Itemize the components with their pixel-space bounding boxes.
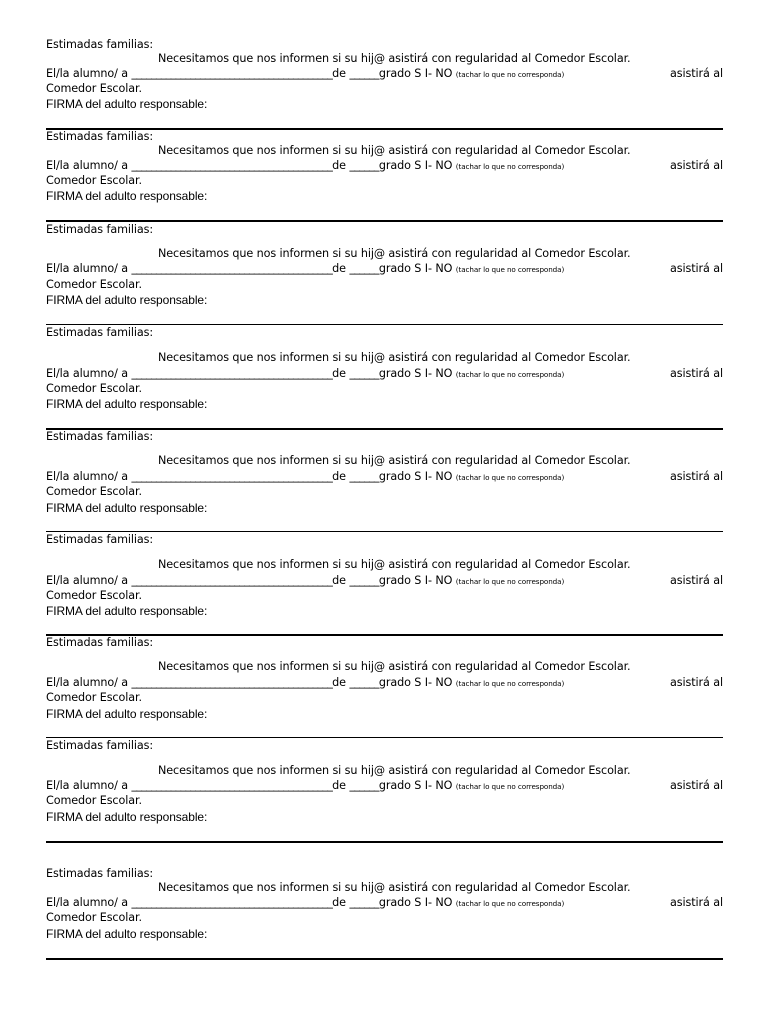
student-name-blank: _________________________________________ xyxy=(131,367,333,380)
student-line xyxy=(46,896,723,911)
student-prefix: El/la alumno/ a xyxy=(46,262,129,275)
signature-label: FIRMA del adulto responsable: xyxy=(46,397,208,411)
signature-label: FIRMA del adulto responsable: xyxy=(46,810,208,824)
comedor-escolar-line: Comedor Escolar. xyxy=(46,691,142,704)
options-note: (tachar lo que no corresponda) xyxy=(455,899,565,908)
attendance-message: Necesitamos que nos informen si su hij@ asistirá con regularidad al Comedor Escolar. xyxy=(158,454,631,467)
grade-blank: ______ xyxy=(349,367,379,380)
student-prefix: El/la alumno/ a xyxy=(46,367,129,380)
grade-label: grado xyxy=(378,676,411,689)
signature-label: FIRMA del adulto responsable: xyxy=(46,501,208,515)
attendance-message: Necesitamos que nos informen si su hij@ asistirá con regularidad al Comedor Escolar. xyxy=(158,247,631,260)
attend-words: asistirá al xyxy=(670,470,723,483)
yes-no-options: S I- NO xyxy=(414,159,453,172)
grade-blank: ______ xyxy=(349,676,379,689)
greeting: Estimadas familias: xyxy=(46,739,154,752)
comedor-escolar-line: Comedor Escolar. xyxy=(46,382,142,395)
student-line xyxy=(46,470,723,485)
separator-rule xyxy=(46,531,723,532)
grade-label: grado xyxy=(378,159,411,172)
student-name-blank: _________________________________________ xyxy=(131,574,333,587)
separator-rule xyxy=(46,958,723,960)
attendance-message: Necesitamos que nos informen si su hij@ asistirá con regularidad al Comedor Escolar. xyxy=(158,764,631,777)
comedor-escolar-line: Comedor Escolar. xyxy=(46,589,142,602)
attend-words: asistirá al xyxy=(670,779,723,792)
attend-words: asistirá al xyxy=(670,367,723,380)
grade-label: grado xyxy=(378,470,411,483)
student-line xyxy=(46,779,723,794)
grade-label: grado xyxy=(378,367,411,380)
attendance-message: Necesitamos que nos informen si su hij@ asistirá con regularidad al Comedor Escolar. xyxy=(158,144,631,157)
signature-label: FIRMA del adulto responsable: xyxy=(46,707,208,721)
signature-label: FIRMA del adulto responsable: xyxy=(46,927,208,941)
grade-connector: de xyxy=(332,470,346,483)
options-note: (tachar lo que no corresponda) xyxy=(455,265,565,274)
separator-rule xyxy=(46,737,723,738)
comedor-escolar-line: Comedor Escolar. xyxy=(46,82,142,95)
comedor-escolar-line: Comedor Escolar. xyxy=(46,794,142,807)
greeting: Estimadas familias: xyxy=(46,130,154,143)
student-line xyxy=(46,67,723,82)
student-prefix: El/la alumno/ a xyxy=(46,574,129,587)
student-name-blank: _________________________________________ xyxy=(131,262,333,275)
signature-label: FIRMA del adulto responsable: xyxy=(46,189,208,203)
comedor-escolar-line: Comedor Escolar. xyxy=(46,485,142,498)
signature-label: FIRMA del adulto responsable: xyxy=(46,604,208,618)
student-name-blank: _________________________________________ xyxy=(131,470,333,483)
attendance-message: Necesitamos que nos informen si su hij@ asistirá con regularidad al Comedor Escolar. xyxy=(158,558,631,571)
signature-label: FIRMA del adulto responsable: xyxy=(46,97,208,111)
grade-connector: de xyxy=(332,676,346,689)
grade-connector: de xyxy=(332,367,346,380)
attend-words: asistirá al xyxy=(670,676,723,689)
greeting: Estimadas familias: xyxy=(46,223,154,236)
attendance-message: Necesitamos que nos informen si su hij@ asistirá con regularidad al Comedor Escolar. xyxy=(158,52,631,65)
grade-blank: ______ xyxy=(349,159,379,172)
greeting: Estimadas familias: xyxy=(46,430,154,443)
attend-words: asistirá al xyxy=(670,159,723,172)
student-prefix: El/la alumno/ a xyxy=(46,67,129,80)
yes-no-options: S I- NO xyxy=(414,676,453,689)
grade-connector: de xyxy=(332,574,346,587)
separator-rule xyxy=(46,324,723,325)
grade-blank: ______ xyxy=(349,779,379,792)
yes-no-options: S I- NO xyxy=(414,367,453,380)
options-note: (tachar lo que no corresponda) xyxy=(455,782,565,791)
attend-words: asistirá al xyxy=(670,262,723,275)
grade-connector: de xyxy=(332,779,346,792)
student-prefix: El/la alumno/ a xyxy=(46,896,129,909)
student-name-blank: _________________________________________ xyxy=(131,676,333,689)
greeting: Estimadas familias: xyxy=(46,867,154,880)
student-name-blank: _________________________________________ xyxy=(131,67,333,80)
grade-label: grado xyxy=(378,262,411,275)
grade-blank: ______ xyxy=(349,262,379,275)
student-line xyxy=(46,676,723,691)
yes-no-options: S I- NO xyxy=(414,470,453,483)
greeting: Estimadas familias: xyxy=(46,636,154,649)
options-note: (tachar lo que no corresponda) xyxy=(455,70,565,79)
greeting: Estimadas familias: xyxy=(46,533,154,546)
greeting: Estimadas familias: xyxy=(46,326,154,339)
options-note: (tachar lo que no corresponda) xyxy=(455,473,565,482)
yes-no-options: S I- NO xyxy=(414,262,453,275)
options-note: (tachar lo que no corresponda) xyxy=(455,162,565,171)
grade-label: grado xyxy=(378,574,411,587)
comedor-escolar-line: Comedor Escolar. xyxy=(46,278,142,291)
student-line xyxy=(46,574,723,589)
attendance-message: Necesitamos que nos informen si su hij@ asistirá con regularidad al Comedor Escolar. xyxy=(158,881,631,894)
student-name-blank: _________________________________________ xyxy=(131,779,333,792)
attend-words: asistirá al xyxy=(670,574,723,587)
student-prefix: El/la alumno/ a xyxy=(46,676,129,689)
yes-no-options: S I- NO xyxy=(414,574,453,587)
comedor-escolar-line: Comedor Escolar. xyxy=(46,911,142,924)
grade-label: grado xyxy=(378,67,411,80)
signature-label: FIRMA del adulto responsable: xyxy=(46,293,208,307)
student-prefix: El/la alumno/ a xyxy=(46,470,129,483)
grade-blank: ______ xyxy=(349,896,379,909)
student-prefix: El/la alumno/ a xyxy=(46,159,129,172)
grade-connector: de xyxy=(332,896,346,909)
greeting: Estimadas familias: xyxy=(46,38,154,51)
student-prefix: El/la alumno/ a xyxy=(46,779,129,792)
separator-rule xyxy=(46,220,723,222)
grade-connector: de xyxy=(332,159,346,172)
yes-no-options: S I- NO xyxy=(414,896,453,909)
student-name-blank: _________________________________________ xyxy=(131,896,333,909)
attend-words: asistirá al xyxy=(670,896,723,909)
options-note: (tachar lo que no corresponda) xyxy=(455,679,565,688)
student-line xyxy=(46,367,723,382)
attendance-message: Necesitamos que nos informen si su hij@ asistirá con regularidad al Comedor Escolar. xyxy=(158,351,631,364)
grade-connector: de xyxy=(332,262,346,275)
grade-blank: ______ xyxy=(349,574,379,587)
yes-no-options: S I- NO xyxy=(414,779,453,792)
options-note: (tachar lo que no corresponda) xyxy=(455,370,565,379)
grade-label: grado xyxy=(378,779,411,792)
student-line xyxy=(46,262,723,277)
grade-blank: ______ xyxy=(349,470,379,483)
comedor-escolar-line: Comedor Escolar. xyxy=(46,174,142,187)
separator-rule xyxy=(46,841,723,843)
student-name-blank: _________________________________________ xyxy=(131,159,333,172)
student-line xyxy=(46,159,723,174)
attendance-message: Necesitamos que nos informen si su hij@ asistirá con regularidad al Comedor Escolar. xyxy=(158,660,631,673)
options-note: (tachar lo que no corresponda) xyxy=(455,577,565,586)
grade-connector: de xyxy=(332,67,346,80)
grade-blank: ______ xyxy=(349,67,379,80)
yes-no-options: S I- NO xyxy=(414,67,453,80)
attend-words: asistirá al xyxy=(670,67,723,80)
grade-label: grado xyxy=(378,896,411,909)
